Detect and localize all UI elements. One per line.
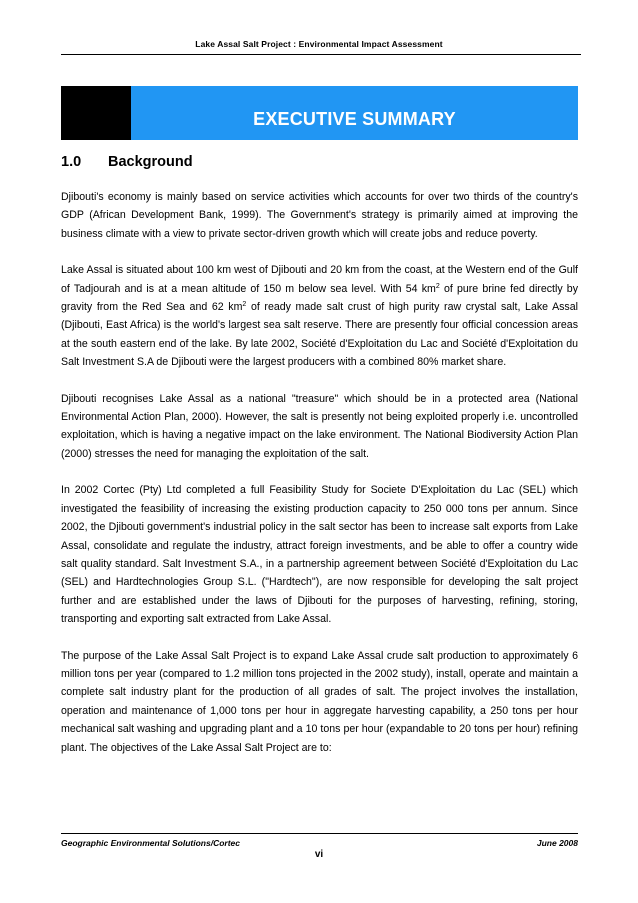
footer-author: Geographic Environmental Solutions/Cortec bbox=[61, 838, 240, 848]
footer-rule bbox=[61, 833, 578, 834]
header-rule bbox=[61, 54, 581, 55]
paragraph-purpose: The purpose of the Lake Assal Salt Project is to expand Lake Assal crude salt production to approximately 6 million tons per year (compared to 1.2 million tons projected in the 2002 study), install, operate and maintain a complete salt industry plant for the production of all grades of salt. The project involves the installation, operation and maintenance of 1,000 tons per hour in aggregate harvesting capability, a 250 tons per hour mechanical salt washing and upgrading plant and a 10 tons per hour (expandable to 20 tons per hour) refining plant. The objectives of the Lake Assal Salt Project are to: bbox=[61, 649, 578, 754]
paragraph-lake-assal-part-1: Lake Assal is situated about 100 km west of Djibouti and 20 km from the coast, at the Western end of the Gulf of Tadjourah and is at a mean altitude of 150 m below sea level. With 54 km bbox=[61, 264, 578, 295]
paragraph-economy: Djibouti's economy is mainly based on service activities which accounts for over two thirds of the country's GDP (African Development Bank, 1999). The Government's strategy is primarily aimed at improving the business climate with a view to private sector-driven growth which will create jobs and reduce poverty. bbox=[61, 191, 578, 240]
section-banner bbox=[61, 86, 578, 140]
paragraph-feasibility: In 2002 Cortec (Pty) Ltd completed a full Feasibility Study for Societe D'Exploitation du Lac (SEL) which investigated the feasibility of increasing the existing production capacity to 250 000 tons per annum. Since 2002, the Djibouti government's industrial policy in the salt sector has been to increase salt exports from Lake Assal, consolidate and regulate the industry, attract foreign investments, and be able to offer a country wide salt quality standard. Salt Investment S.A., in a partnership agreement between Société d'Exploitation du Lac (SEL) and Hardtechnologies Group S.L. ("Hardtech"), are now responsible for developing the salt project further and are established under the laws of Djibouti for the purposes of harvesting, refining, storing, transporting and exporting salt extracted from Lake Assal. bbox=[61, 484, 578, 626]
banner-black-block bbox=[61, 86, 131, 140]
superscript-squared: 2 bbox=[435, 282, 440, 290]
footer-date: June 2008 bbox=[536, 838, 578, 848]
superscript-squared: 2 bbox=[242, 301, 247, 309]
paragraph-lake-assal-part-3: of ready made salt crust of high purity raw crystal salt, Lake Assal (Djibouti, East Africa) is the world's largest sea salt reserve. There are presently four official concession areas at the south eastern end of the lake. By late 2002, Société d'Exploitation du Lac and Société d'Exploitation du Salt Investment S.A de Djibouti were the largest producers with a combined 80% market share. bbox=[61, 301, 578, 369]
banner-title: EXECUTIVE SUMMARY bbox=[253, 109, 456, 129]
page-number: vi bbox=[314, 849, 324, 860]
section-heading bbox=[61, 154, 193, 170]
running-header: Lake Assal Salt Project : Environmental Impact Assessment bbox=[195, 39, 443, 49]
paragraph-treasure: Djibouti recognises Lake Assal as a national "treasure" which should be in a protected area (National Environmental Action Plan, 2000). However, the salt is presently not being exploited properly i.e. uncontrolled exploitation, which is having a negative impact on the lake environment. The National Biodiversity Action Plan (2000) stresses the need for managing the exploitation of the salt. bbox=[61, 392, 578, 460]
section-title: Background bbox=[108, 154, 193, 170]
paragraph-lake-assal bbox=[61, 261, 578, 371]
banner-blue-block bbox=[131, 86, 578, 140]
paragraph-lake-assal-part-2: of pure brine fed directly by gravity from the Red Sea and 62 km bbox=[61, 282, 578, 314]
section-number: 1.0 bbox=[61, 154, 82, 170]
body-text bbox=[61, 188, 578, 775]
